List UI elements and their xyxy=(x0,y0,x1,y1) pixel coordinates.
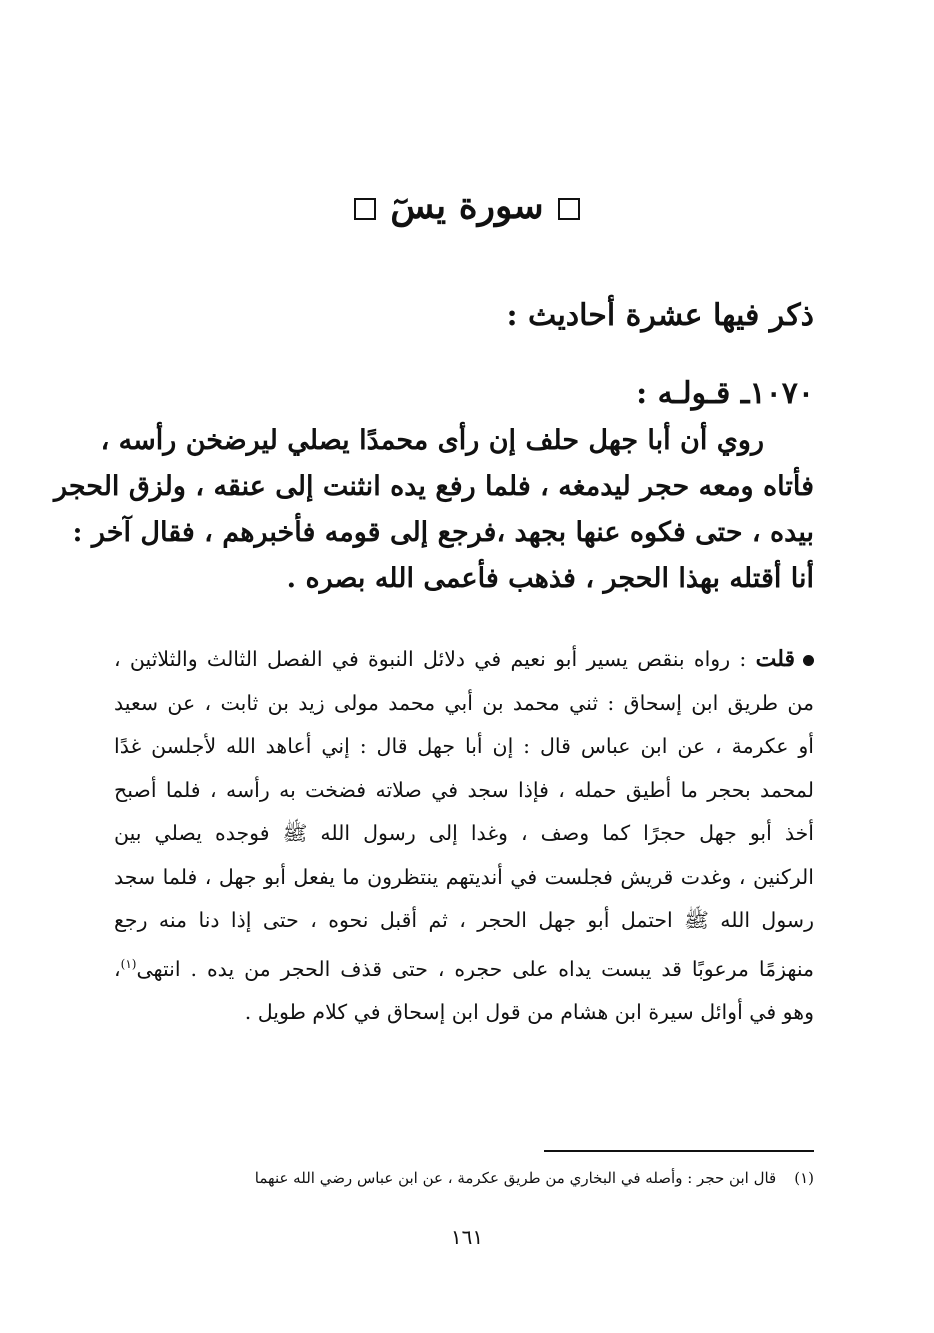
comment-line: من طريق ابن إسحاق : ثني محمد بن أبي محمد مولى زيد بن ثابت ، عن سعيد xyxy=(114,690,814,715)
title-box-left xyxy=(354,198,376,220)
hadith-text xyxy=(53,418,814,602)
title-box-right xyxy=(558,198,580,220)
comment-line: أخذ أبو جهل حجرًا كما وصف ، وغدا إلى رسول الله ﷺ فوجده يصلي بين xyxy=(114,821,814,845)
footnote xyxy=(114,1163,814,1193)
comment-line: الركنين ، وغدت قريش فجلست في أنديتهم ينتظرون ما يفعل أبو جهل ، فلما سجد xyxy=(114,864,814,889)
footnote-text: قال ابن حجر : وأصله في البخاري من طريق عكرمة ، عن ابن عباس رضي الله عنهما xyxy=(254,1169,777,1187)
comment-line xyxy=(114,943,814,991)
hadith-line: روي أن أبا جهل حلف إن رأى محمدًا يصلي ليرضخن رأسه ، xyxy=(100,425,764,456)
comment-line: رسول الله ﷺ احتمل أبو جهل الحجر ، ثم أقبل نحوه ، حتى إذا دنا منه رجع xyxy=(114,908,814,932)
comment-line: وهو في أوائل سيرة ابن هشام من قول ابن إسحاق في كلام طويل . xyxy=(244,999,814,1024)
footnote-number: (١) xyxy=(794,1169,814,1187)
comment-line-text: منهزمًا مرعوبًا قد يبست يداه على حجره ، حتى قذف الحجر من يده . انتهى xyxy=(136,956,814,981)
comment-first-line: : رواه بنقص يسير أبو نعيم في دلائل النبوة في الفصل الثالث والثلاثين ، xyxy=(114,647,747,671)
hadith-line: بيده ، حتى فكوه عنها بجهد ،فرجع إلى قومه فأخبرهم ، فقال آخر : xyxy=(72,517,814,548)
hadith-line: أنا أقتله بهذا الحجر ، فذهب فأعمى الله بصره . xyxy=(286,563,814,594)
hadith-heading: ١٠٧٠ـ قـولـه : xyxy=(636,376,814,411)
footnote-reference[interactable]: (١) xyxy=(120,956,137,971)
bullet-icon xyxy=(803,655,814,666)
hadith-line: فأتاه ومعه حجر ليدمغه ، فلما رفع يده انثنت إلى عنقه ، ولزق الحجر xyxy=(53,471,814,502)
surah-title-text: سورة يسٓ xyxy=(390,185,544,227)
comment-line-tail: ، xyxy=(114,956,121,981)
commentary xyxy=(114,638,814,1034)
intro-heading: ذكر فيها عشرة أحاديث : xyxy=(506,298,814,333)
comment-lead: قلت xyxy=(755,646,795,672)
comment-line: لمحمد بحجر ما أطيق حمله ، فإذا سجد في صلاته فضخت به رأسه ، فلما أصبح xyxy=(114,777,814,802)
comment-line xyxy=(114,638,814,682)
page-number: ١٦١ xyxy=(450,1225,484,1249)
comment-line: أو عكرمة ، عن ابن عباس قال : إن أبا جهل قال : إني أعاهد الله لأجلسن غدًا xyxy=(114,734,814,758)
footnote-divider xyxy=(544,1150,814,1152)
surah-title xyxy=(0,178,934,234)
